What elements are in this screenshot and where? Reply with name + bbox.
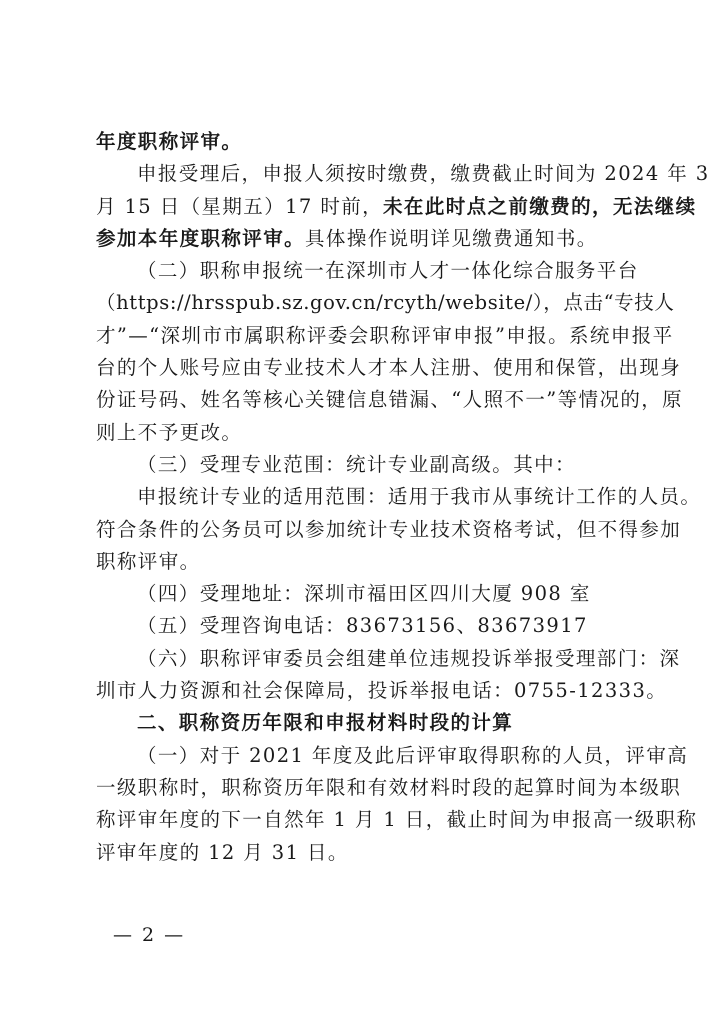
body-text: （三）受理专业范围：统计专业副高级。其中：: [137, 452, 576, 476]
text-line-12: [96, 481, 702, 513]
body-text: 称评审年度的下一自然年 1 月 1 日，截止时间为申报高一级职称: [96, 808, 698, 832]
body-text: 申报统计专业的适用范围：适用于我市从事统计工作的人员。: [137, 485, 702, 509]
body-text: 符合条件的公务员可以参加统计专业技术资格考试，但不得参加: [96, 517, 682, 541]
body-text: 份证号码、姓名等核心关键信息错漏、“人照不一”等情况的，原: [96, 388, 684, 412]
body-text: （六）职称评审委员会组建单位违规投诉举报受理部门：深: [137, 646, 681, 670]
text-line-14: [96, 546, 632, 578]
bold-text: 参加本年度职称评审。: [96, 226, 306, 250]
text-line-9: [96, 384, 684, 416]
text-line-13: [96, 514, 682, 546]
text-line-22: [96, 804, 698, 836]
body-text: 圳市人力资源和社会保障局，投诉举报电话：0755-12333。: [96, 679, 668, 703]
text-line-16: [96, 610, 632, 642]
text-line-11: [96, 449, 632, 481]
text-line-10: [96, 417, 632, 449]
body-text: 申报受理后，申报人须按时缴费，缴费截止时间为 2024 年 3: [137, 162, 710, 186]
body-text: 一级职称时，职称资历年限和有效材料时段的起算时间为本级职: [96, 775, 682, 799]
body-text: （https://hrsspub.sz.gov.cn/rcyth/website/），点击“专技人: [96, 291, 675, 315]
body-text: 月 15 日（星期五）17 时前，: [96, 194, 384, 218]
text-line-17: [96, 643, 681, 675]
text-line-8: [96, 352, 682, 384]
body-text: 具体操作说明详见缴费通知书。: [305, 226, 598, 250]
bold-text: 年度职称评审。: [96, 130, 243, 153]
body-text: （二）职称申报统一在深圳市人才一体化综合服务平台: [137, 259, 639, 283]
body-text: 则上不予更改。: [96, 420, 243, 444]
text-line-5: [96, 255, 639, 287]
section-heading: [96, 707, 632, 739]
body-text: （五）受理咨询电话：83673156、83673917: [137, 614, 588, 638]
page-number: — 2 —: [113, 924, 186, 946]
body-text: 评审年度的 12 月 31 日。: [96, 840, 349, 864]
text-line-1: [96, 126, 632, 158]
heading-text: 二、职称资历年限和申报材料时段的计算: [137, 711, 514, 735]
text-line-7: [96, 320, 674, 352]
bold-text: 未在此时点之前缴费的，无法继续: [383, 194, 697, 218]
document-body: [96, 126, 710, 869]
text-line-6-url: [96, 287, 675, 319]
body-text: 才”—“深圳市市属职称评委会职称评审申报”申报。系统申报平: [96, 323, 674, 347]
text-line-4: [96, 223, 632, 255]
text-line-21: [96, 772, 682, 804]
text-line-20: [96, 740, 689, 772]
text-line-3: [96, 191, 697, 223]
text-line-23: [96, 837, 632, 869]
body-text: （一）对于 2021 年度及此后评审取得职称的人员，评审高: [137, 743, 689, 767]
body-text: 职称评审。: [96, 549, 201, 573]
text-line-15: [96, 578, 632, 610]
body-text: 台的个人账号应由专业技术人才本人注册、使用和保管，出现身: [96, 356, 682, 380]
text-line-2: [96, 158, 710, 190]
text-line-18: [96, 675, 668, 707]
body-text: （四）受理地址：深圳市福田区四川大厦 908 室: [137, 582, 591, 606]
